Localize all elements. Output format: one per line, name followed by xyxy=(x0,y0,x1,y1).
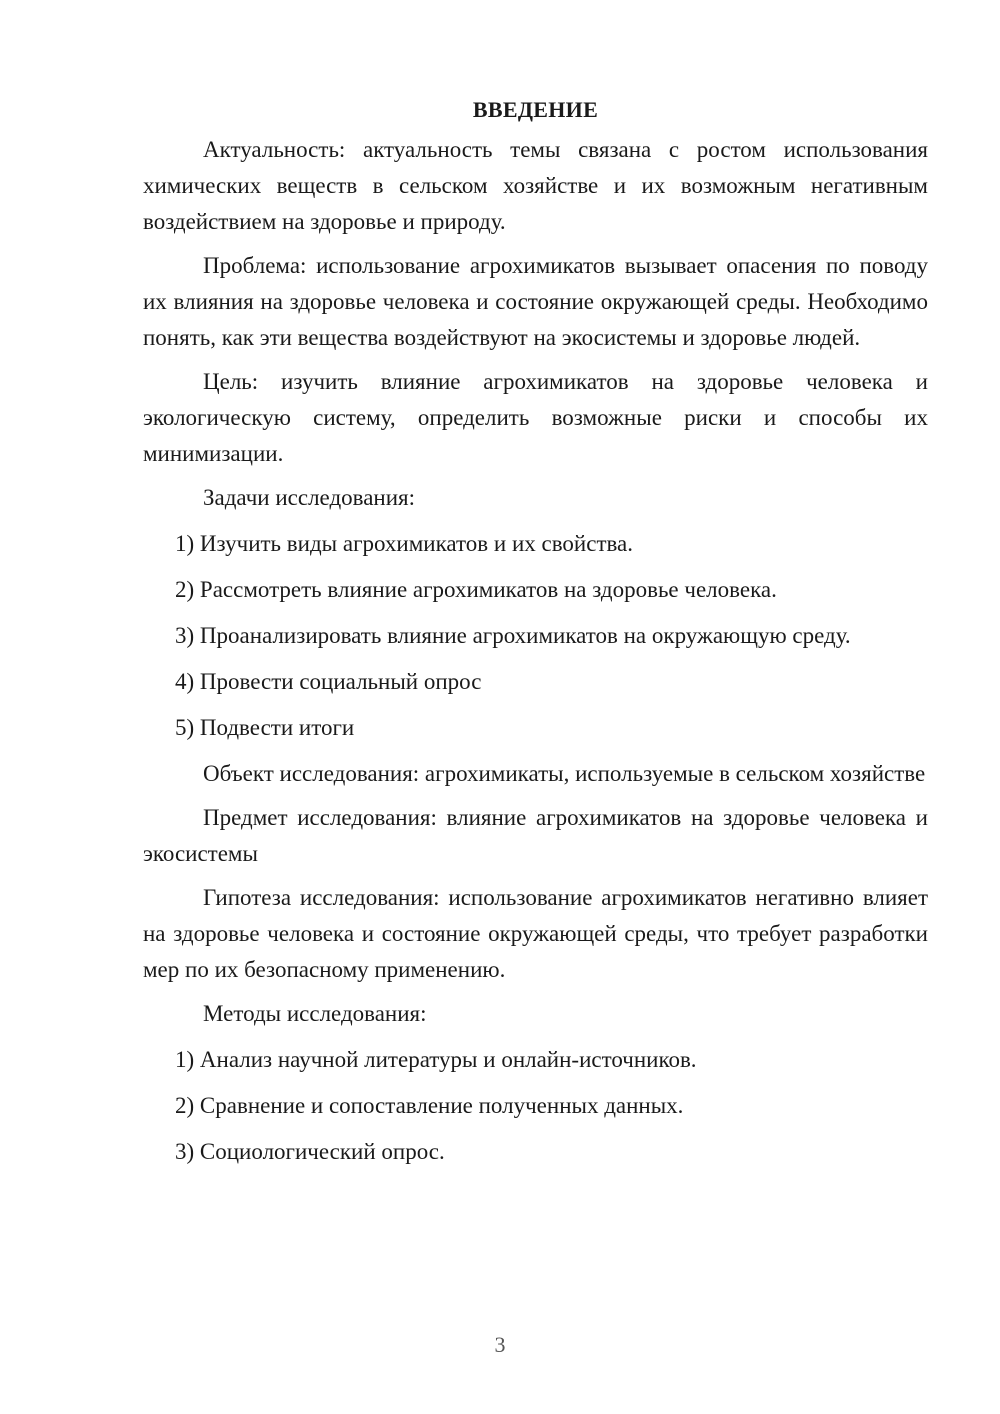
object-paragraph: Объект исследования: агрохимикаты, используемые в сельском хозяйстве xyxy=(203,761,926,786)
list-item: 3) Социологический опрос. xyxy=(175,1139,445,1164)
page-title: ВВЕДЕНИЕ xyxy=(472,97,599,122)
problem-paragraph: Проблема: использование агрохимикатов вызывает опасения по поводу их влияния на здоровье человека и состояние окружающей среды. Необходимо понять, как эти вещества воздействуют на экосистемы и здоровье людей. xyxy=(143,253,928,350)
list-item: 2) Рассмотреть влияние агрохимикатов на здоровье человека. xyxy=(175,577,777,602)
goal-paragraph: Цель: изучить влияние агрохимикатов на здоровье человека и экологическую систему, определить возможные риски и способы их минимизации. xyxy=(143,369,928,466)
list-item: 4) Провести социальный опрос xyxy=(175,669,482,694)
methods-heading: Методы исследования: xyxy=(203,1001,427,1026)
document-body xyxy=(143,92,928,1180)
list-item: 3) Проанализировать влияние агрохимикатов на окружающую среду. xyxy=(175,623,851,648)
list-item: 5) Подвести итоги xyxy=(175,715,355,740)
tasks-heading: Задачи исследования: xyxy=(203,485,416,510)
list-item: 1) Изучить виды агрохимикатов и их свойства. xyxy=(175,531,634,556)
subject-paragraph: Предмет исследования: влияние агрохимикатов на здоровье человека и экосистемы xyxy=(143,805,928,866)
methods-list xyxy=(143,1042,928,1170)
relevance-paragraph: Актуальность: актуальность темы связана с ростом использования химических веществ в сельском хозяйстве и их возможным негативным воздействием на здоровье и природу. xyxy=(143,137,928,234)
list-item: 1) Анализ научной литературы и онлайн-источников. xyxy=(175,1047,697,1072)
page-number: 3 xyxy=(494,1332,506,1357)
tasks-list xyxy=(143,526,928,746)
list-item: 2) Сравнение и сопоставление полученных данных. xyxy=(175,1093,684,1118)
hypothesis-paragraph: Гипотеза исследования: использование агрохимикатов негативно влияет на здоровье человека и состояние окружающей среды, что требует разработки мер по их безопасному применению. xyxy=(143,885,928,982)
